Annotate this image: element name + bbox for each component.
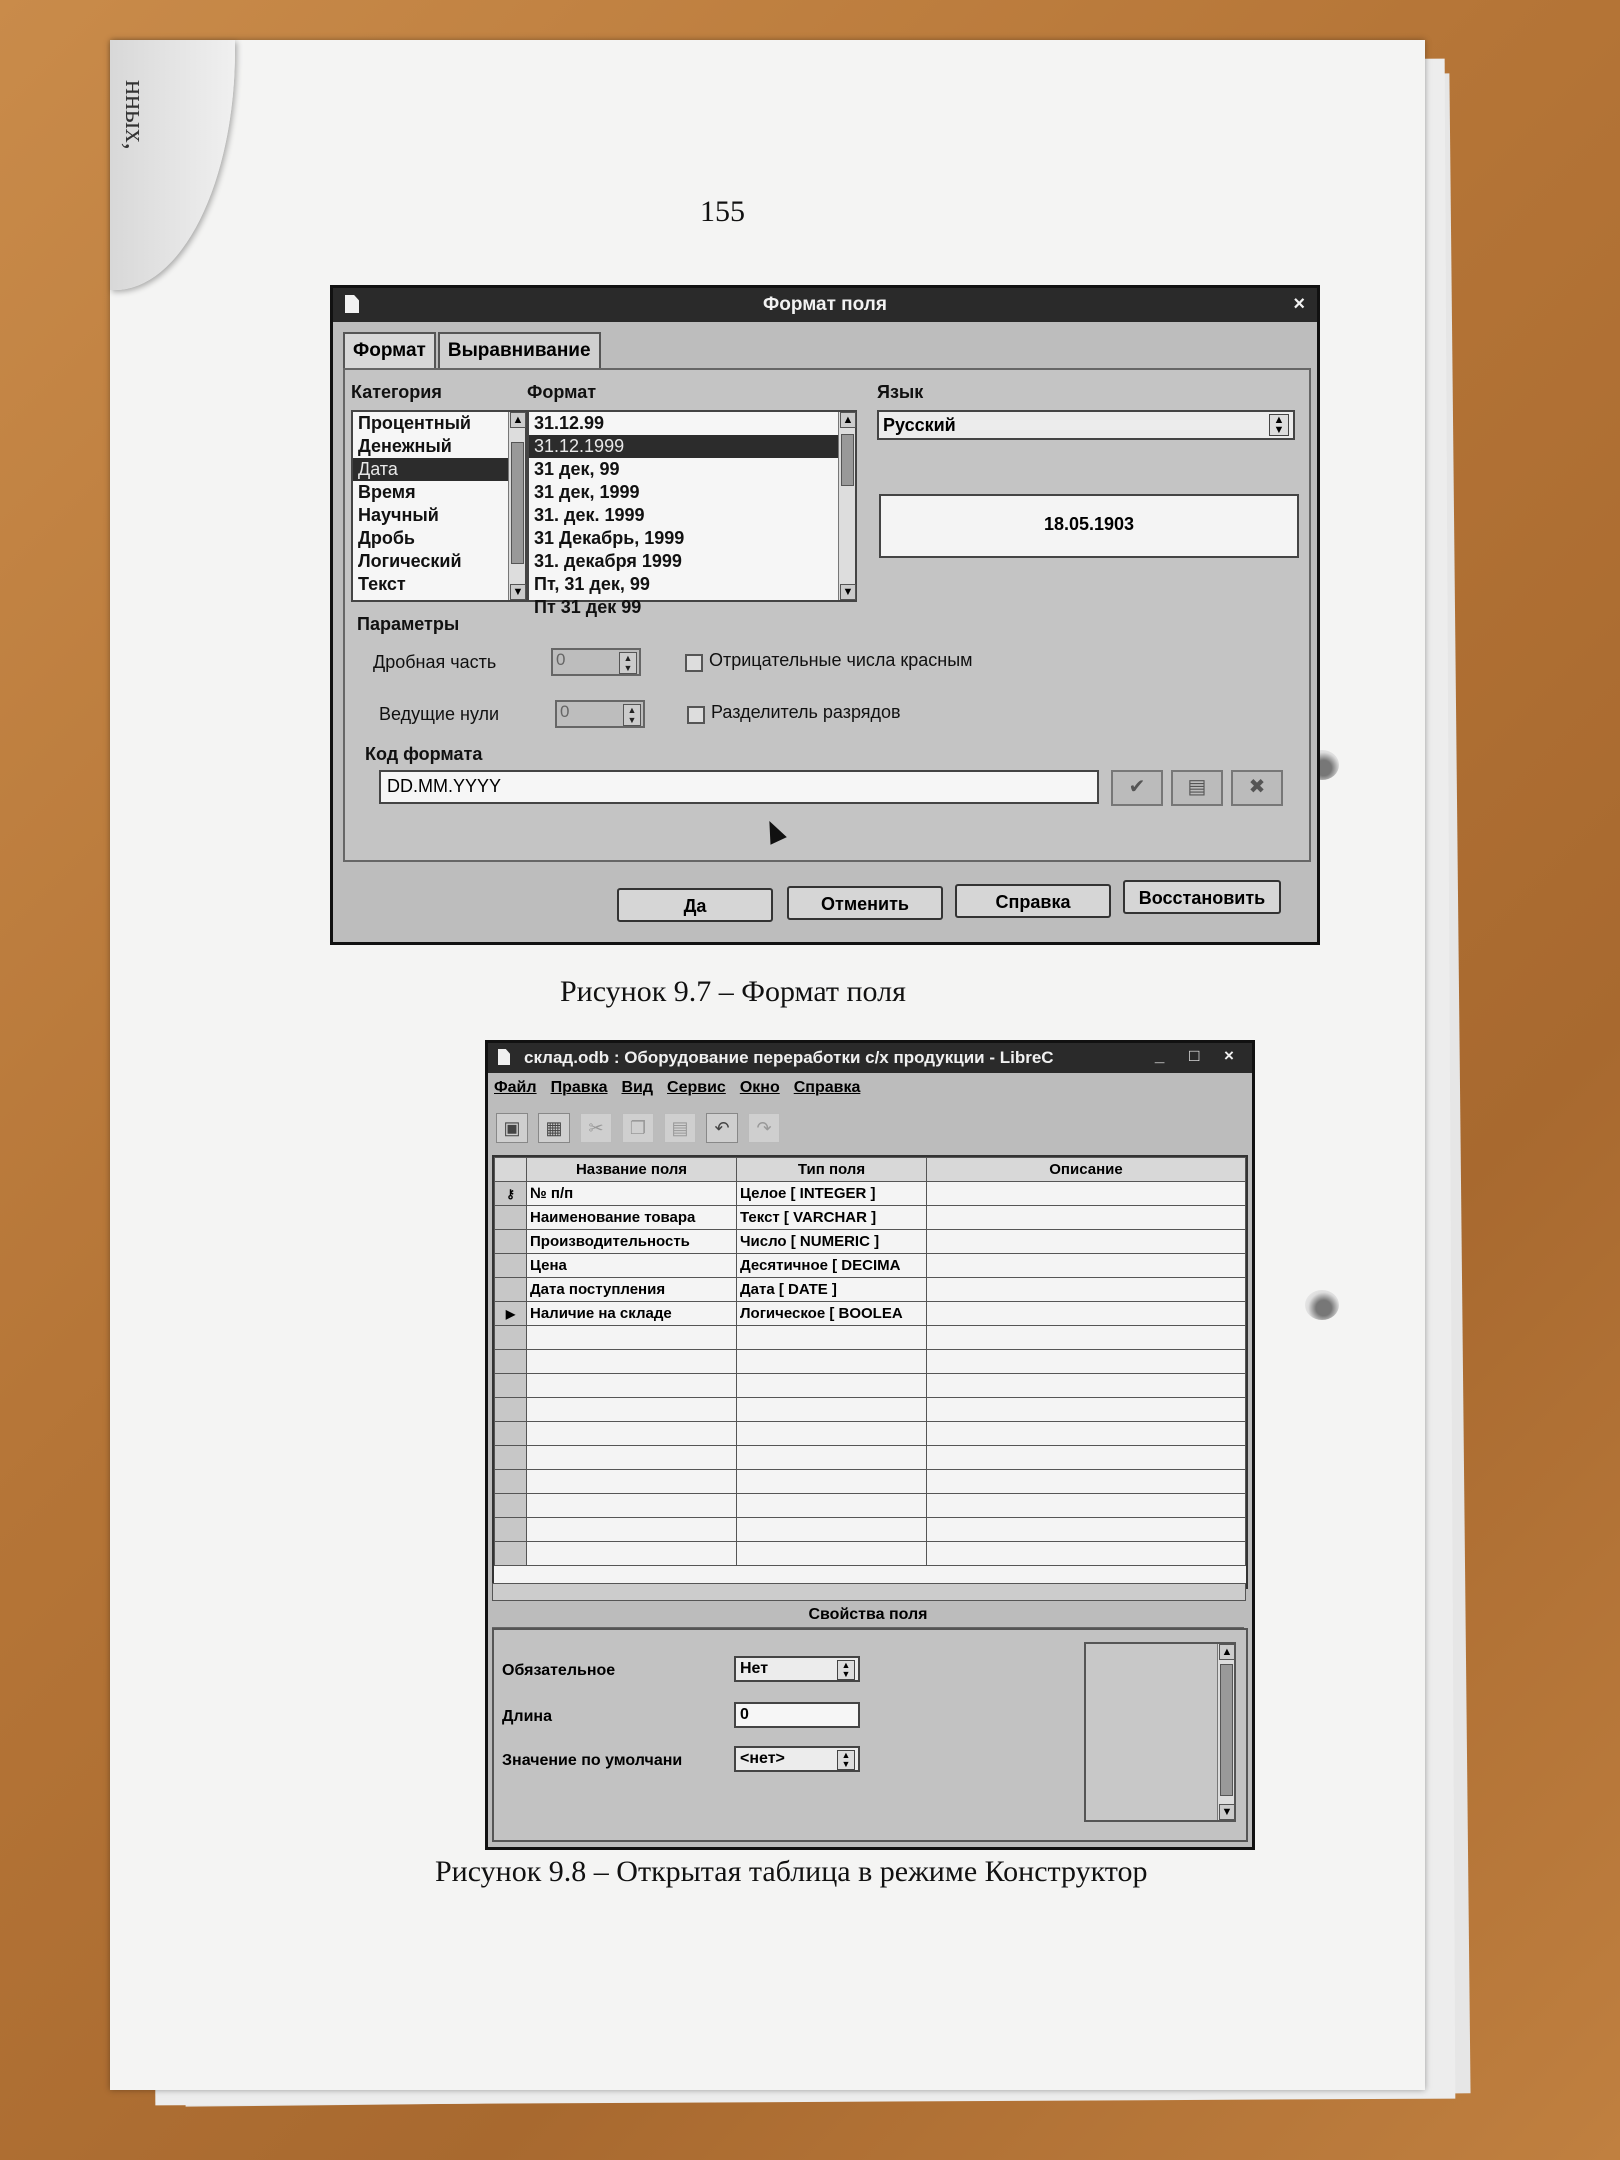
table-row[interactable] [495, 1422, 1246, 1446]
table-row[interactable] [495, 1230, 1246, 1254]
description-cell[interactable] [927, 1542, 1246, 1566]
copy-icon[interactable]: ❐ [622, 1113, 654, 1143]
format-item[interactable]: 31. дек. 1999 [534, 505, 645, 525]
default-value-select[interactable] [734, 1746, 860, 1772]
field-properties-title: Свойства поля [492, 1603, 1244, 1628]
menu-tools[interactable]: Сервис [667, 1079, 726, 1096]
table-row[interactable] [495, 1302, 1246, 1326]
cut-icon[interactable]: ✂ [580, 1113, 612, 1143]
scroll-up-icon[interactable]: ▲ [510, 412, 526, 428]
updown-icon: ▲ ▼ [1269, 414, 1289, 436]
thousands-separator-label: Разделитель разрядов [711, 702, 901, 722]
format-item[interactable]: Пт, 31 дек, 99 [534, 574, 650, 594]
row-header[interactable] [495, 1254, 527, 1278]
column-header-field-type[interactable]: Тип поля [737, 1158, 927, 1182]
menu-help[interactable]: Справка [793, 1079, 861, 1096]
scroll-down-icon[interactable]: ▼ [840, 584, 856, 600]
punch-hole [1305, 1290, 1339, 1320]
format-listbox[interactable] [527, 410, 857, 617]
description-cell[interactable] [927, 1326, 1246, 1350]
table-designer-window [485, 1040, 1255, 1850]
scroll-thumb[interactable] [1220, 1664, 1233, 1796]
field-name-cell[interactable]: № п/п [527, 1182, 737, 1206]
grid-header-row [495, 1158, 1246, 1182]
table-row[interactable] [495, 1518, 1246, 1542]
field-name-cell[interactable]: Производительность [527, 1230, 737, 1254]
field-type-cell[interactable]: Десятичное [ DECIMA [737, 1254, 927, 1278]
help-button[interactable]: Справка [955, 884, 1111, 918]
row-header[interactable] [495, 1278, 527, 1302]
description-cell[interactable] [927, 1206, 1246, 1230]
field-type-cell[interactable]: Целое [ INTEGER ] [737, 1182, 927, 1206]
default-value: <нет> [740, 1750, 785, 1767]
leading-zeros-value: 0 [560, 702, 570, 721]
field-design-grid[interactable] [492, 1155, 1248, 1589]
description-cell[interactable] [927, 1494, 1246, 1518]
book-edge-text: нных, [119, 80, 150, 150]
field-type-cell[interactable] [737, 1422, 927, 1446]
field-name-cell[interactable] [527, 1446, 737, 1470]
table-row[interactable] [495, 1374, 1246, 1398]
field-name-cell[interactable]: Дата поступления [527, 1278, 737, 1302]
row-header[interactable] [495, 1518, 527, 1542]
category-item[interactable]: Дробь [358, 528, 415, 548]
category-label: Категория [351, 382, 442, 402]
scroll-up-icon[interactable]: ▲ [840, 412, 856, 428]
field-type-cell[interactable] [737, 1374, 927, 1398]
format-item[interactable]: 31 дек, 1999 [534, 482, 640, 502]
language-label: Язык [877, 382, 924, 402]
redo-icon[interactable]: ↷ [748, 1113, 780, 1143]
description-cell[interactable] [927, 1374, 1246, 1398]
field-type-cell[interactable] [737, 1542, 927, 1566]
decimal-label: Дробная часть [373, 652, 497, 672]
description-cell[interactable] [927, 1278, 1246, 1302]
thousands-separator-checkbox[interactable] [687, 706, 705, 724]
field-name-cell[interactable] [527, 1542, 737, 1566]
table-row[interactable] [495, 1278, 1246, 1302]
scroll-thumb[interactable] [511, 442, 524, 564]
format-item[interactable]: 31 дек, 99 [534, 459, 620, 479]
description-cell[interactable] [927, 1254, 1246, 1278]
row-header[interactable] [495, 1470, 527, 1494]
format-scrollbar[interactable] [838, 412, 855, 600]
length-input[interactable]: 0 [734, 1702, 860, 1728]
field-name-cell[interactable]: Наименование товара [527, 1206, 737, 1230]
decimal-spinbox[interactable] [551, 648, 641, 676]
description-cell[interactable] [927, 1302, 1246, 1326]
category-item[interactable]: Процентный [358, 413, 472, 433]
field-name-cell[interactable] [527, 1326, 737, 1350]
document-page [110, 40, 1425, 2090]
scroll-down-icon[interactable]: ▼ [510, 584, 526, 600]
field-type-cell[interactable] [737, 1446, 927, 1470]
table-row[interactable] [495, 1542, 1246, 1566]
format-item[interactable]: 31.12.99 [534, 413, 605, 433]
field-type-cell[interactable]: Логическое [ BOOLEA [737, 1302, 927, 1326]
document-icon [498, 1049, 510, 1065]
category-item[interactable]: Текст [358, 574, 406, 594]
description-cell[interactable] [927, 1518, 1246, 1542]
window-controls[interactable]: _ □ × [1149, 1046, 1244, 1066]
description-cell[interactable] [927, 1182, 1246, 1206]
length-label: Длина [502, 1708, 552, 1725]
description-cell[interactable] [927, 1422, 1246, 1446]
field-name-cell[interactable] [527, 1374, 737, 1398]
table-row[interactable] [495, 1350, 1246, 1374]
updown-icon: ▲ ▼ [837, 1750, 855, 1770]
language-value: Русский [883, 415, 956, 435]
category-item[interactable]: Научный [358, 505, 439, 525]
column-header-description[interactable]: Описание [927, 1158, 1246, 1182]
row-header[interactable] [495, 1494, 527, 1518]
category-scrollbar[interactable] [508, 412, 525, 600]
figure-caption-9-8: Рисунок 9.8 – Открытая таблица в режиме Конструктор [435, 1855, 1148, 1888]
params-label: Параметры [357, 614, 460, 634]
field-type-cell[interactable] [737, 1494, 927, 1518]
field-type-cell[interactable] [737, 1470, 927, 1494]
description-cell[interactable] [927, 1470, 1246, 1494]
field-type-cell[interactable]: Текст [ VARCHAR ] [737, 1206, 927, 1230]
menu-view[interactable]: Вид [621, 1079, 654, 1096]
row-header[interactable] [495, 1542, 527, 1566]
row-header[interactable] [495, 1350, 527, 1374]
updown-icon: ▲ ▼ [837, 1660, 855, 1680]
format-item[interactable]: Пт 31 дек 99 [534, 597, 642, 617]
document-icon [345, 295, 359, 313]
field-type-cell[interactable] [737, 1398, 927, 1422]
horizontal-scrollbar[interactable] [492, 1583, 1246, 1601]
field-name-cell[interactable]: Наличие на складе [527, 1302, 737, 1326]
add-check-icon[interactable]: ✔ [1111, 770, 1163, 806]
table-row[interactable] [495, 1182, 1246, 1206]
menu-file[interactable]: Файл [494, 1079, 537, 1096]
field-name-cell[interactable] [527, 1518, 737, 1542]
format-code-label: Код формата [365, 744, 483, 764]
table-row[interactable] [495, 1206, 1246, 1230]
required-label: Обязательное [502, 1662, 616, 1679]
format-preview: 18.05.1903 [879, 494, 1299, 558]
scroll-down-icon[interactable]: ▼ [1219, 1804, 1235, 1820]
toolbar [496, 1111, 780, 1145]
menu-bar [494, 1079, 860, 1097]
format-label: Формат [527, 382, 597, 402]
paste-icon[interactable]: ▤ [664, 1113, 696, 1143]
primary-key-icon[interactable]: ⚷ [495, 1182, 527, 1206]
field-properties-panel [492, 1628, 1248, 1842]
decimal-value: 0 [556, 650, 566, 669]
figure-caption-9-7: Рисунок 9.7 – Формат поля [560, 975, 906, 1008]
row-header[interactable] [495, 1206, 527, 1230]
field-name-cell[interactable]: Цена [527, 1254, 737, 1278]
row-header[interactable] [495, 1326, 527, 1350]
window-title: склад.odb : Оборудование переработки с/х продукции - LibreC [524, 1048, 1054, 1067]
book-corner [110, 40, 235, 290]
format-item[interactable]: 31 Декабрь, 1999 [534, 528, 685, 548]
table-row[interactable] [495, 1326, 1246, 1350]
description-cell[interactable] [927, 1398, 1246, 1422]
field-type-cell[interactable] [737, 1326, 927, 1350]
row-header[interactable] [495, 1446, 527, 1470]
description-cell[interactable] [927, 1446, 1246, 1470]
field-name-cell[interactable] [527, 1398, 737, 1422]
close-icon[interactable]: × [1293, 293, 1305, 315]
table-design-icon[interactable]: ▦ [538, 1113, 570, 1143]
table-row[interactable] [495, 1398, 1246, 1422]
tab-bar [343, 332, 603, 368]
field-type-cell[interactable]: Число [ NUMERIC ] [737, 1230, 927, 1254]
description-cell[interactable] [927, 1350, 1246, 1374]
category-item[interactable]: Дата [353, 458, 525, 481]
category-item[interactable]: Время [358, 482, 416, 502]
undo-icon[interactable]: ↶ [706, 1113, 738, 1143]
scroll-up-icon[interactable]: ▲ [1219, 1644, 1235, 1660]
window-titlebar [488, 1043, 1252, 1073]
table-row[interactable] [495, 1494, 1246, 1518]
description-cell[interactable] [927, 1230, 1246, 1254]
cancel-button[interactable]: Отменить [787, 886, 943, 920]
page-number: 155 [700, 195, 745, 228]
current-row-icon[interactable]: ▶ [495, 1302, 527, 1326]
format-code-input[interactable]: DD.MM.YYYY [379, 770, 1099, 804]
header-corner [495, 1158, 527, 1182]
format-tab-panel [343, 368, 1311, 862]
menu-edit[interactable]: Правка [550, 1079, 608, 1096]
row-header[interactable] [495, 1230, 527, 1254]
table-row[interactable] [495, 1254, 1246, 1278]
field-type-cell[interactable] [737, 1350, 927, 1374]
field-name-cell[interactable] [527, 1494, 737, 1518]
updown-icon[interactable]: ▲ ▼ [623, 704, 641, 726]
required-value: Нет [740, 1660, 769, 1677]
row-header[interactable] [495, 1422, 527, 1446]
field-name-cell[interactable] [527, 1422, 737, 1446]
leading-zeros-label: Ведущие нули [379, 704, 500, 724]
field-name-cell[interactable] [527, 1350, 737, 1374]
column-header-field-name[interactable]: Название поля [527, 1158, 737, 1182]
dialog-titlebar [333, 288, 1317, 322]
table-row[interactable] [495, 1446, 1246, 1470]
row-header[interactable] [495, 1374, 527, 1398]
tab-format[interactable]: Формат [343, 332, 436, 368]
delete-x-icon[interactable]: ✖ [1231, 770, 1283, 806]
format-field-dialog [330, 285, 1320, 945]
mouse-pointer-icon [761, 817, 787, 845]
help-scrollbar[interactable] [1217, 1644, 1234, 1820]
category-listbox[interactable] [351, 410, 527, 602]
menu-window[interactable]: Окно [739, 1079, 780, 1096]
required-select[interactable] [734, 1656, 860, 1682]
scroll-thumb[interactable] [841, 434, 854, 486]
leading-zeros-spinbox[interactable] [555, 700, 645, 728]
reset-button[interactable]: Восстановить [1123, 880, 1281, 914]
property-help-box [1084, 1642, 1236, 1822]
format-item[interactable]: 31. декабря 1999 [534, 551, 682, 571]
default-value-label: Значение по умолчани [502, 1752, 683, 1769]
format-item[interactable]: 31.12.1999 [529, 435, 855, 458]
save-icon[interactable]: ▣ [496, 1113, 528, 1143]
negative-red-checkbox[interactable] [685, 654, 703, 672]
row-header[interactable] [495, 1398, 527, 1422]
tab-alignment[interactable]: Выравнивание [438, 332, 601, 368]
field-name-cell[interactable] [527, 1470, 737, 1494]
ok-button[interactable]: Да [617, 888, 773, 922]
language-select[interactable] [877, 410, 1295, 440]
negative-red-label: Отрицательные числа красным [709, 650, 973, 670]
category-item[interactable]: Логический [358, 551, 462, 571]
field-type-cell[interactable]: Дата [ DATE ] [737, 1278, 927, 1302]
edit-comment-icon[interactable]: ▤ [1171, 770, 1223, 806]
dialog-title: Формат поля [763, 294, 887, 315]
table-row[interactable] [495, 1470, 1246, 1494]
updown-icon[interactable]: ▲ ▼ [619, 652, 637, 674]
field-type-cell[interactable] [737, 1518, 927, 1542]
category-item[interactable]: Денежный [358, 436, 452, 456]
